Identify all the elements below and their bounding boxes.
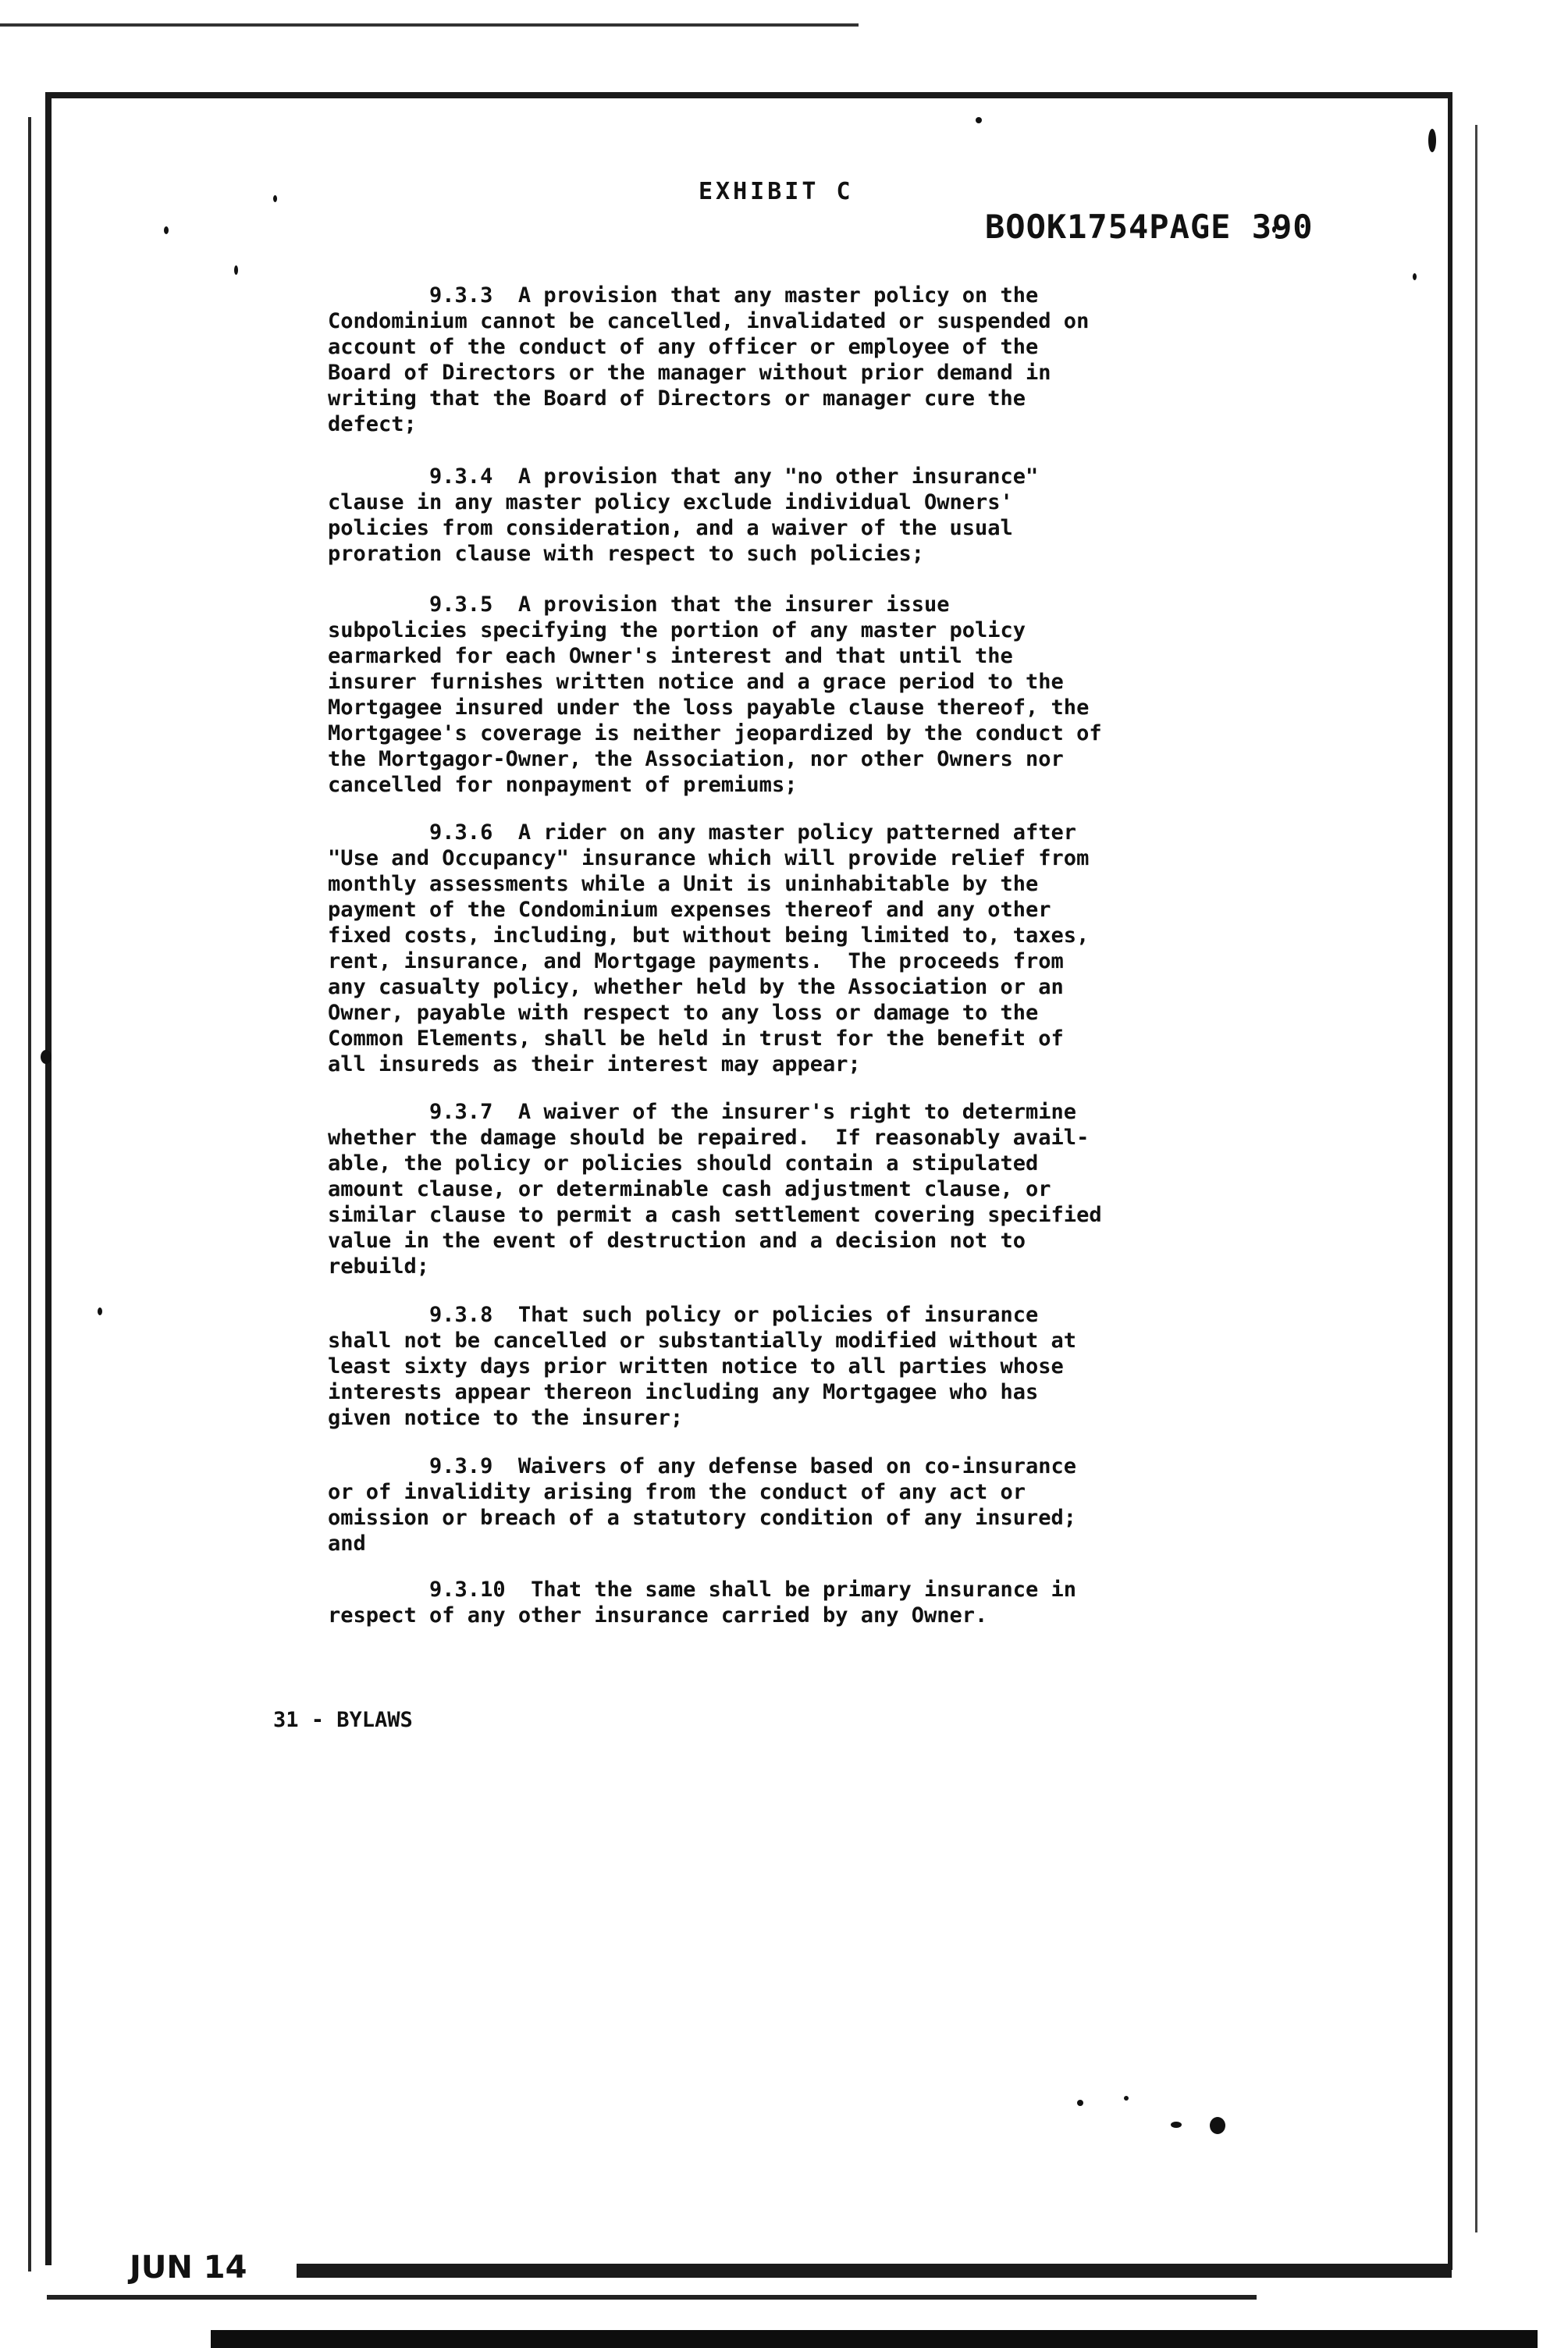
- page-frame-top: [45, 92, 1450, 98]
- book-page-reference: BOOK1754PAGE 390: [985, 208, 1314, 246]
- page-frame-right: [1448, 92, 1452, 2270]
- scan-speck: [234, 265, 238, 275]
- scan-speck: [1077, 2100, 1083, 2106]
- scan-speck: [1171, 2122, 1182, 2128]
- scan-speck: [1124, 2096, 1129, 2101]
- paragraph-9-3-8: 9.3.8 That such policy or policies of insurance shall not be cancelled or substantially modified without at least sixty days prior written notice to all parties whose interests appear thereon including any Mortgagee who has given notice to the insurer;: [328, 1303, 1077, 1430]
- page-frame-left: [45, 95, 52, 2265]
- scan-edge-bottom-band: [211, 2330, 1538, 2348]
- paragraph-9-3-7: 9.3.7 A waiver of the insurer's right to determine whether the damage should be repaired. If reasonably avail- able, the policy or policies should contain a stipulated amount clause, or determinable cash adjustment clause, or similar clause to permit a cash settlement covering specified value in the event of destruction and a decision not to rebuild;: [328, 1100, 1102, 1279]
- scan-edge-bottom: [47, 2295, 1257, 2300]
- page-footer-label: 31 - BYLAWS: [273, 1708, 413, 1732]
- page-frame-bottom: [297, 2264, 1452, 2278]
- paragraph-9-3-5: 9.3.5 A provision that the insurer issue subpolicies specifying the portion of any master policy earmarked for each Owner's interest and that until the insurer furnishes written notice and a grace period to the Mortgagee insured under the loss payable clause thereof, the Mortgagee's coverage is neither jeopardized by the conduct of the Mortgagor-Owner, the Association, nor other Owners nor cancelled for nonpayment of premiums;: [328, 592, 1102, 797]
- scan-speck: [1210, 2117, 1225, 2134]
- paragraph-9-3-4: 9.3.4 A provision that any "no other insurance" clause in any master policy exclude individual Owners' policies from consideration, and a waiver of the usual proration clause with respect to such policies;: [328, 464, 1039, 566]
- paragraph-9-3-9: 9.3.9 Waivers of any defense based on co-insurance or of invalidity arising from the conduct of any act or omission or breach of a statutory condition of any insured; and: [328, 1454, 1077, 1556]
- scan-speck: [273, 195, 277, 202]
- date-stamp: JUN 14: [130, 2250, 247, 2286]
- scan-edge-right: [1475, 125, 1477, 2232]
- paragraph-9-3-3: 9.3.3 A provision that any master policy on the Condominium cannot be cancelled, invalidated or suspended on account of the conduct of any officer or employee of the Board of Directors or the manager without prior demand in writing that the Board of Directors or manager cure the defect;: [328, 283, 1090, 436]
- exhibit-title: EXHIBIT C: [699, 178, 854, 205]
- scan-edge-top: [0, 23, 859, 27]
- scan-speck: [41, 1050, 52, 1064]
- scan-speck: [164, 226, 169, 234]
- paragraph-9-3-10: 9.3.10 That the same shall be primary insurance in respect of any other insurance carried by any Owner.: [328, 1578, 1077, 1628]
- scan-speck: [98, 1307, 102, 1315]
- scan-speck: [1413, 273, 1417, 280]
- paragraph-9-3-6: 9.3.6 A rider on any master policy patterned after "Use and Occupancy" insurance which will provide relief from monthly assessments while a Unit is uninhabitable by the payment of the Condominium expenses thereof and any other fixed costs, including, but without being limited to, taxes, rent, insurance, and Mortgage payments. The proceeds from any casualty policy, whether held by the Association or an Owner, payable with respect to any loss or damage to the Common Elements, shall be held in trust for the benefit of all insureds as their interest may appear;: [328, 820, 1090, 1076]
- scan-edge-left: [28, 117, 31, 2272]
- scan-speck: [976, 117, 982, 123]
- scan-speck: [1428, 129, 1436, 152]
